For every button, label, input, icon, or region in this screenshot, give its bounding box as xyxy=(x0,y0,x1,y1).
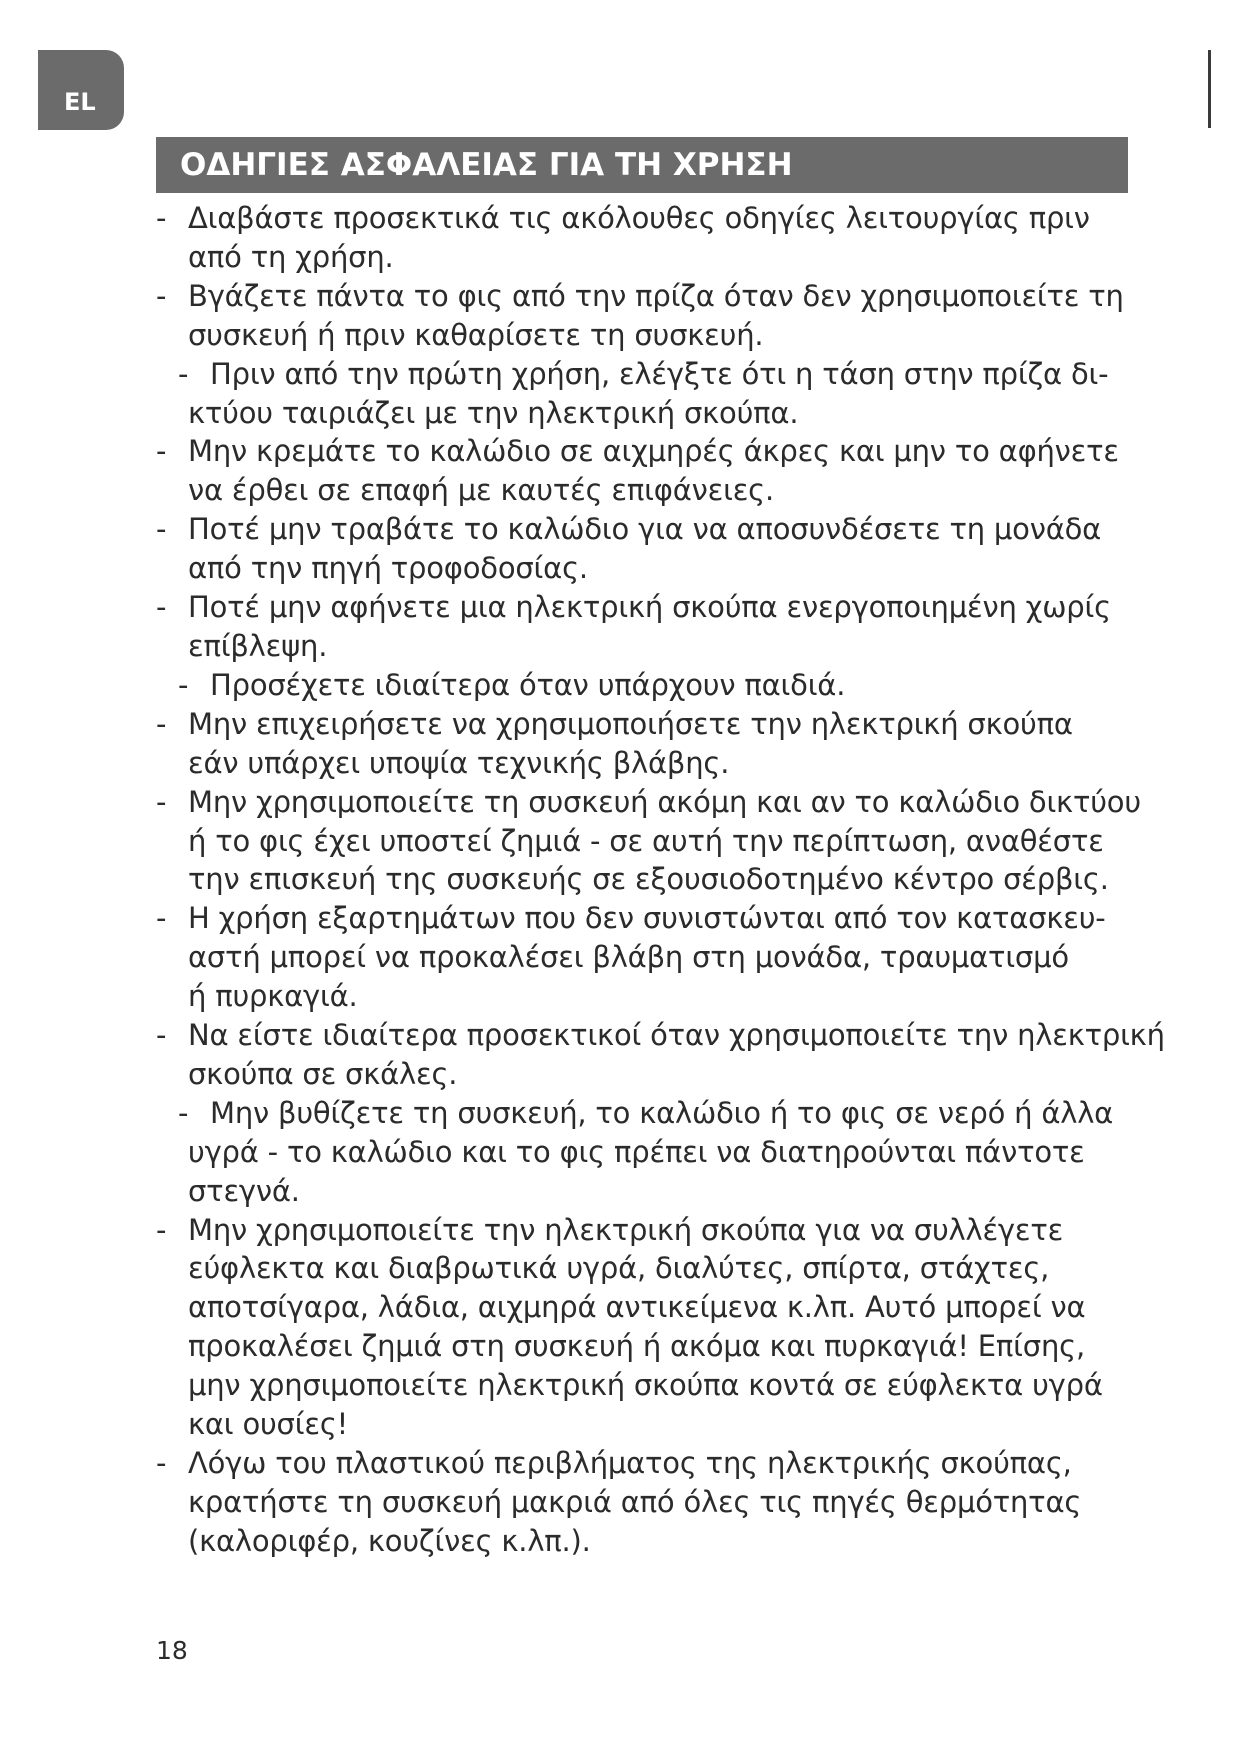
item-line: Λόγω του πλαστικού περιβλήματος της ηλεκτρικής σκούπας, xyxy=(188,1446,1072,1480)
item-line: Ποτέ μην τραβάτε το καλώδιο για να αποσυνδέσετε τη μονάδα xyxy=(188,512,1102,547)
bullet-dash: - xyxy=(156,512,167,547)
bullet-dash: - xyxy=(156,706,167,741)
item-line: αστή μπορεί να προκαλέσει βλάβη στη μονάδα, τραυματισμό xyxy=(188,940,1069,975)
bullet-dash: - xyxy=(156,1446,167,1480)
item-line: από την πηγή τροφοδοσίας. xyxy=(188,551,588,586)
list-item xyxy=(150,705,1140,783)
list-item xyxy=(150,588,1140,666)
item-line: αποτσίγαρα, λάδια, αιχμηρά αντικείμενα κ.λπ. Αυτό μπορεί να xyxy=(188,1290,1086,1325)
item-line: Μην κρεμάτε το καλώδιο σε αιχμηρές άκρες και μην το αφήνετε xyxy=(188,434,1119,469)
bullet-dash: - xyxy=(156,1212,167,1247)
bullet-dash: - xyxy=(178,356,189,391)
item-line: να έρθει σε επαφή με καυτές επιφάνειες. xyxy=(188,473,775,508)
item-line: Μην χρησιμοποιείτε τη συσκευή ακόμη και αν το καλώδιο δικτύου xyxy=(188,784,1141,819)
item-line: Η χρήση εξαρτημάτων που δεν συνιστώνται από τον κατασκευ- xyxy=(188,901,1106,936)
item-line: στεγνά. xyxy=(188,1173,300,1208)
item-line: ή το φις έχει υποστεί ζημιά - σε αυτή την περίπτωση, αναθέστε xyxy=(188,823,1104,858)
item-line: προκαλέσει ζημιά στη συσκευή ή ακόμα και πυρκαγιά! Επίσης, xyxy=(188,1329,1085,1364)
item-line: Προσέχετε ιδιαίτερα όταν υπάρχουν παιδιά. xyxy=(210,667,846,702)
list-item xyxy=(150,783,1140,900)
list-item xyxy=(150,899,1140,1016)
item-line: εύφλεκτα και διαβρωτικά υγρά, διαλύτες, σπίρτα, στάχτες, xyxy=(188,1251,1050,1286)
item-line: σκούπα σε σκάλες. xyxy=(188,1056,458,1091)
list-item xyxy=(150,277,1140,355)
bullet-dash: - xyxy=(156,784,167,819)
section-title: ΟΔΗΓΙΕΣ ΑΣΦΑΛΕΙΑΣ ΓΙΑ ΤΗ ΧΡΗΣΗ xyxy=(156,137,1128,193)
bullet-dash: - xyxy=(156,590,167,625)
item-line: (καλοριφέρ, κουζίνες κ.λπ.). xyxy=(188,1523,591,1558)
item-line: Μην βυθίζετε τη συσκευή, το καλώδιο ή το φις σε νερό ή άλλα xyxy=(210,1095,1114,1130)
item-line: Ποτέ μην αφήνετε μια ηλεκτρική σκούπα ενεργοποιημένη χωρίς xyxy=(188,590,1111,625)
item-line: επίβλεψη. xyxy=(188,628,328,663)
item-line: Μην χρησιμοποιείτε την ηλεκτρική σκούπα για να συλλέγετε xyxy=(188,1212,1064,1247)
bullet-dash: - xyxy=(156,434,167,469)
safety-instructions-list xyxy=(150,199,1165,1561)
item-line: εάν υπάρχει υποψία τεχνικής βλάβης. xyxy=(188,745,730,780)
item-line: Πριν από την πρώτη χρήση, ελέγξτε ότι η τάση στην πρίζα δι- xyxy=(210,356,1109,391)
item-line: υγρά - το καλώδιο και το φις πρέπει να διατηρούνται πάντοτε xyxy=(188,1134,1085,1169)
item-line: και ουσίες! xyxy=(188,1407,349,1442)
bullet-dash: - xyxy=(156,901,167,936)
item-line: την επισκευή της συσκευής σε εξουσιοδοτημένο κέντρο σέρβις. xyxy=(188,862,1109,897)
list-item xyxy=(150,355,1140,433)
item-line: μην χρησιμοποιείτε ηλεκτρική σκούπα κοντά σε εύφλεκτα υγρά xyxy=(188,1368,1103,1403)
item-line: από τη χρήση. xyxy=(188,239,394,274)
list-item xyxy=(150,510,1140,588)
item-line: συσκευή ή πριν καθαρίσετε τη συσκευή. xyxy=(188,317,764,352)
language-tab: EL xyxy=(38,50,124,130)
item-line: Βγάζετε πάντα το φις από την πρίζα όταν δεν χρησιμοποιείτε τη xyxy=(188,278,1124,313)
list-item xyxy=(150,1211,1140,1444)
list-item xyxy=(150,432,1140,510)
item-line: κτύου ταιριάζει με την ηλεκτρική σκούπα. xyxy=(188,395,799,430)
item-line: κρατήστε τη συσκευή μακριά από όλες τις πηγές θερμότητας xyxy=(188,1484,1082,1519)
item-line: Να είστε ιδιαίτερα προσεκτικοί όταν χρησιμοποιείτε την ηλεκτρική xyxy=(188,1018,1165,1053)
bullet-dash: - xyxy=(178,667,189,702)
list-item xyxy=(150,199,1140,277)
edge-marker xyxy=(1208,50,1211,128)
item-line: Μην επιχειρήσετε να χρησιμοποιήσετε την ηλεκτρική σκούπα xyxy=(188,706,1073,741)
list-item xyxy=(150,1094,1140,1211)
bullet-dash: - xyxy=(156,1018,167,1053)
bullet-dash: - xyxy=(156,201,167,235)
bullet-dash: - xyxy=(156,278,167,313)
list-item xyxy=(150,1016,1165,1094)
list-item xyxy=(150,1444,1140,1561)
item-line: ή πυρκαγιά. xyxy=(188,979,358,1014)
item-line: Διαβάστε προσεκτικά τις ακόλουθες οδηγίες λειτουργίας πριν xyxy=(188,201,1090,235)
page-number: 18 xyxy=(156,1636,188,1665)
list-item xyxy=(150,666,1140,705)
bullet-dash: - xyxy=(178,1095,189,1130)
